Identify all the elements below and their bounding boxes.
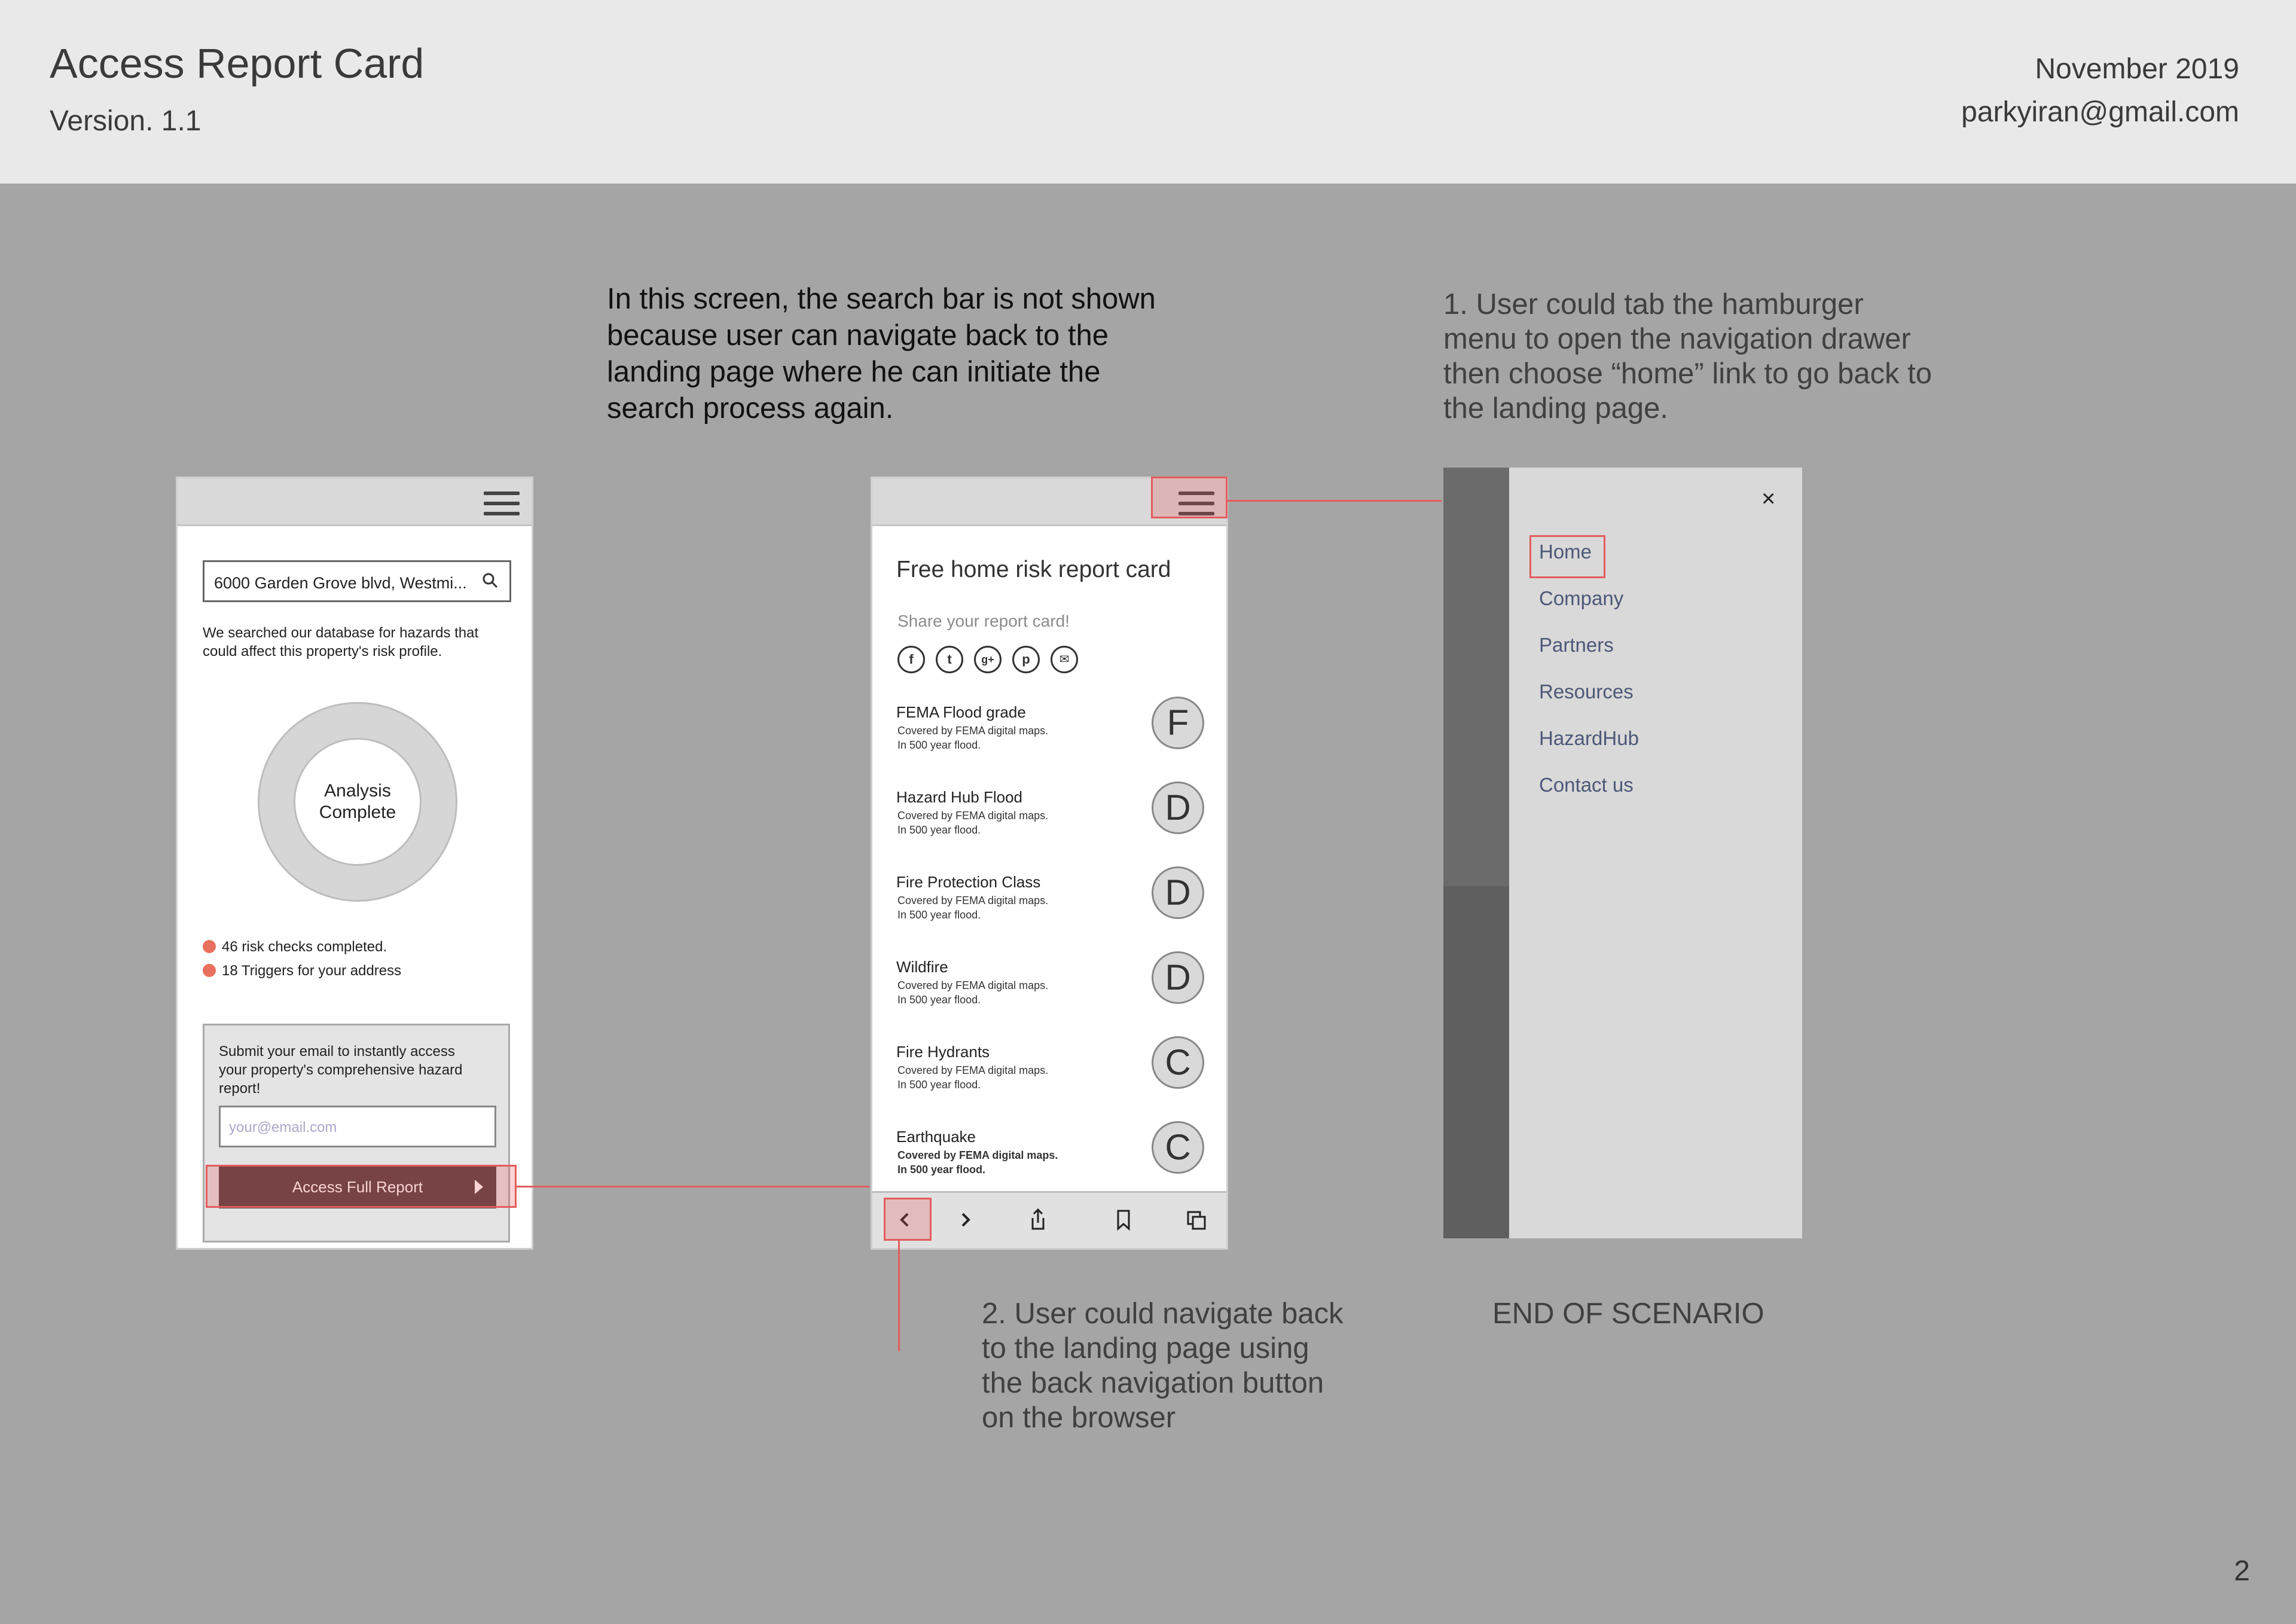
risk-sub: In 500 year flood. [897, 1079, 981, 1091]
risk-name: Hazard Hub Flood [896, 788, 1022, 806]
page-number: 2 [2234, 1555, 2250, 1587]
share-icon[interactable] [1023, 1205, 1053, 1235]
risk-sub: Covered by FEMA digital maps. [897, 1149, 1058, 1161]
risk-name: FEMA Flood grade [896, 703, 1026, 721]
annotation-connector [1228, 500, 1442, 502]
email-field[interactable]: your@email.com [219, 1106, 496, 1147]
annotation-connector [517, 1186, 869, 1188]
twitter-icon[interactable]: t [936, 646, 963, 673]
annotation-highlight-button [206, 1165, 517, 1208]
grade-badge: D [1152, 951, 1204, 1004]
address-search-input[interactable] [203, 560, 511, 602]
bookmark-icon[interactable] [1109, 1205, 1138, 1235]
search-icon[interactable] [482, 572, 499, 589]
risk-sub: In 500 year flood. [897, 739, 981, 751]
risk-sub: Covered by FEMA digital maps. [897, 895, 1049, 906]
dimmed-page-content [1443, 886, 1509, 1238]
navigation-drawer-screen [1443, 468, 1802, 1238]
nav-drawer [1509, 468, 1802, 1238]
risk-sub: In 500 year flood. [897, 1164, 986, 1176]
analysis-status [294, 738, 422, 866]
facebook-icon[interactable]: f [897, 646, 925, 673]
grade-badge: D [1152, 782, 1204, 834]
search-bar-note: In this screen, the search bar is not shown because user can navigate back to the landing page where he can initiate the search process again. [607, 283, 1156, 425]
risk-name: Fire Hydrants [896, 1043, 990, 1061]
author-email: parkyiran@gmail.com [1961, 96, 2239, 128]
alert-dot-icon [203, 940, 216, 953]
annotation-highlight-hamburger [1151, 477, 1228, 518]
hamburger-note: 1. User could tab the hamburger menu to open the navigation drawer then choose “home” link to go back to the landing page. [1443, 288, 1932, 425]
nav-item-company[interactable]: Company [1539, 587, 1624, 609]
risk-sub: Covered by FEMA digital maps. [897, 810, 1049, 822]
alert-dot-icon [203, 964, 216, 977]
forward-icon[interactable] [950, 1205, 980, 1235]
nav-item-contact-us[interactable]: Contact us [1539, 774, 1634, 796]
search-input-value: 6000 Garden Grove blvd, Westmi... [214, 574, 467, 592]
nav-item-resources[interactable]: Resources [1539, 680, 1634, 703]
document-version: Version. 1.1 [50, 105, 201, 137]
email-prompt: Submit your email to instantly access your property's comprehensive hazard report! [219, 1043, 463, 1097]
document-title: Access Report Card [50, 40, 425, 87]
close-icon[interactable]: × [1761, 486, 1776, 512]
annotation-highlight-home [1529, 535, 1605, 578]
risk-sub: In 500 year flood. [897, 909, 981, 921]
end-of-scenario: END OF SCENARIO [1492, 1298, 1764, 1330]
back-nav-note: 2. User could navigate back to the landing page using the back navigation button on the browser [982, 1298, 1344, 1434]
risk-sub: Covered by FEMA digital maps. [897, 725, 1049, 737]
document-header [0, 0, 2296, 184]
document-date: November 2019 [2035, 53, 2239, 85]
report-card-title: Free home risk report card [896, 557, 1171, 582]
grade-badge: C [1152, 1036, 1204, 1089]
donut-line-1: Analysis [324, 781, 391, 801]
risk-sub: Covered by FEMA digital maps. [897, 979, 1049, 991]
phone-screen-analysis [176, 477, 533, 1250]
app-top-bar [178, 478, 532, 526]
annotation-connector [898, 1241, 900, 1351]
google-plus-icon[interactable]: g+ [974, 646, 1002, 673]
triggers-bullet [203, 963, 401, 979]
email-icon[interactable]: ✉ [1051, 646, 1078, 673]
risk-sub: In 500 year flood. [897, 824, 981, 836]
analysis-donut [258, 702, 457, 902]
nav-item-partners[interactable]: Partners [1539, 634, 1614, 656]
risk-sub: In 500 year flood. [897, 994, 981, 1006]
risk-name: Earthquake [896, 1128, 976, 1146]
share-prompt: Share your report card! [897, 612, 1070, 630]
risk-name: Wildfire [896, 958, 948, 976]
dimmed-page-content [1443, 468, 1509, 886]
donut-line-2: Complete [319, 802, 396, 822]
annotation-highlight-back [884, 1198, 932, 1241]
bullet-text: 46 risk checks completed. [222, 939, 387, 955]
phone-screen-report-card [871, 477, 1228, 1250]
nav-item-home[interactable]: Home [1539, 541, 1592, 563]
grade-badge: F [1152, 697, 1204, 749]
tabs-icon[interactable] [1182, 1205, 1212, 1235]
grade-badge: C [1152, 1121, 1204, 1174]
button-label: Access Full Report [292, 1178, 423, 1196]
search-description: We searched our database for hazards that could affect this property's risk profile. [203, 625, 479, 660]
bullet-text: 18 Triggers for your address [222, 963, 402, 979]
risk-checks-bullet [203, 939, 387, 956]
nav-item-hazardhub[interactable]: HazardHub [1539, 727, 1639, 749]
risk-name: Fire Protection Class [896, 873, 1041, 891]
hamburger-menu-icon[interactable] [484, 492, 520, 515]
email-capture-box [203, 1024, 510, 1243]
grade-badge: D [1152, 866, 1204, 919]
pinterest-icon[interactable]: p [1012, 646, 1040, 673]
risk-sub: Covered by FEMA digital maps. [897, 1064, 1049, 1076]
